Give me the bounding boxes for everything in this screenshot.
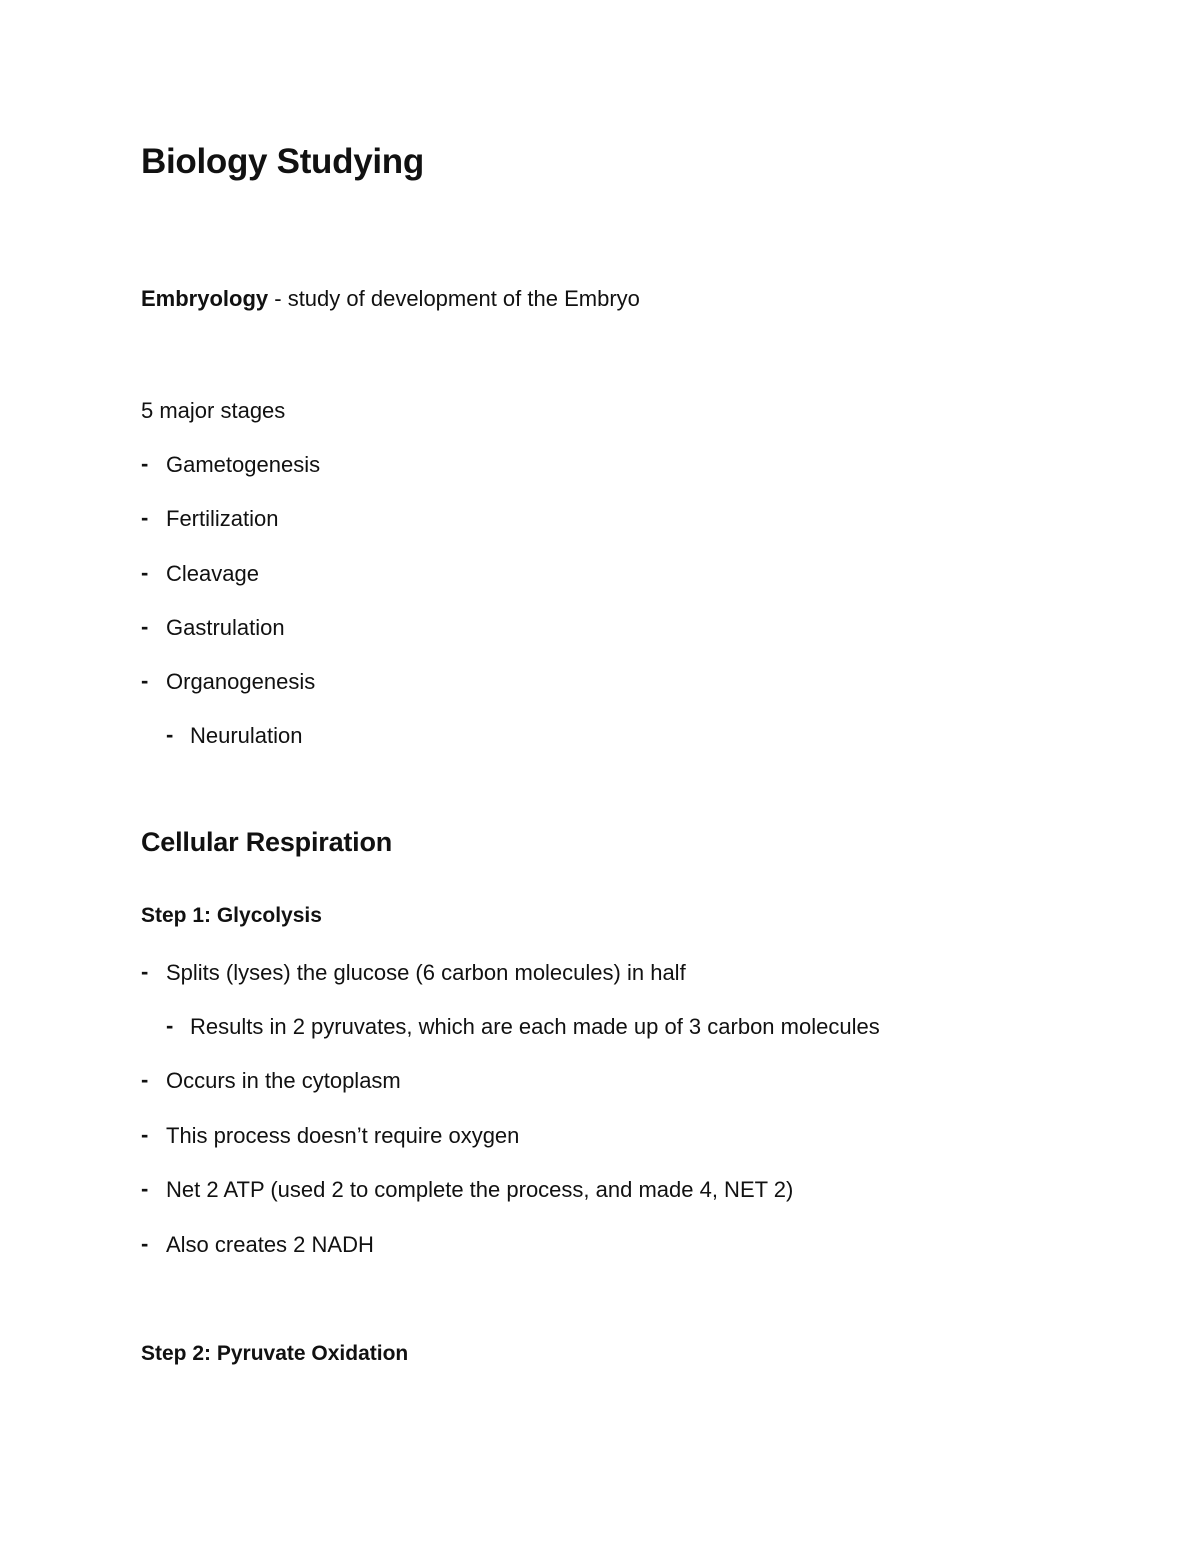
bullet-dash: - — [141, 1067, 149, 1092]
step1-point: Also creates 2 NADH — [166, 1232, 374, 1257]
embryology-definition-text: - study of development of the Embryo — [268, 286, 640, 311]
bullet-dash: - — [166, 1013, 174, 1038]
step1-point: This process doesn’t require oxygen — [166, 1123, 520, 1148]
section-title-cellular-respiration: Cellular Respiration — [141, 827, 393, 857]
bullet-dash: - — [141, 959, 149, 984]
bullet-dash: - — [141, 1231, 149, 1256]
stage-item: Gastrulation — [166, 615, 285, 640]
step1-title: Step 1: Glycolysis — [141, 904, 322, 927]
step1-subpoint: Results in 2 pyruvates, which are each made up of 3 carbon molecules — [190, 1014, 880, 1039]
bullet-dash: - — [141, 451, 149, 476]
stage-item: Organogenesis — [166, 669, 316, 694]
stages-intro: 5 major stages — [141, 398, 286, 423]
substage-item: Neurulation — [190, 723, 303, 748]
bullet-dash: - — [141, 505, 149, 530]
bullet-dash: - — [141, 614, 149, 639]
embryology-term: Embryology — [141, 286, 269, 311]
stage-item: Gametogenesis — [166, 452, 321, 477]
bullet-dash: - — [141, 1176, 149, 1201]
step2-title: Step 2: Pyruvate Oxidation — [141, 1342, 409, 1365]
step1-point: Occurs in the cytoplasm — [166, 1068, 401, 1093]
bullet-dash: - — [141, 560, 149, 585]
embryology-definition — [141, 286, 640, 312]
bullet-dash: - — [141, 1122, 149, 1147]
step1-point: Net 2 ATP (used 2 to complete the process, and made 4, NET 2) — [166, 1177, 794, 1202]
bullet-dash: - — [141, 668, 149, 693]
document-title: Biology Studying — [141, 142, 424, 181]
step1-point: Splits (lyses) the glucose (6 carbon molecules) in half — [166, 960, 686, 985]
stage-item: Fertilization — [166, 506, 279, 531]
bullet-dash: - — [166, 722, 174, 747]
stage-item: Cleavage — [166, 561, 259, 586]
